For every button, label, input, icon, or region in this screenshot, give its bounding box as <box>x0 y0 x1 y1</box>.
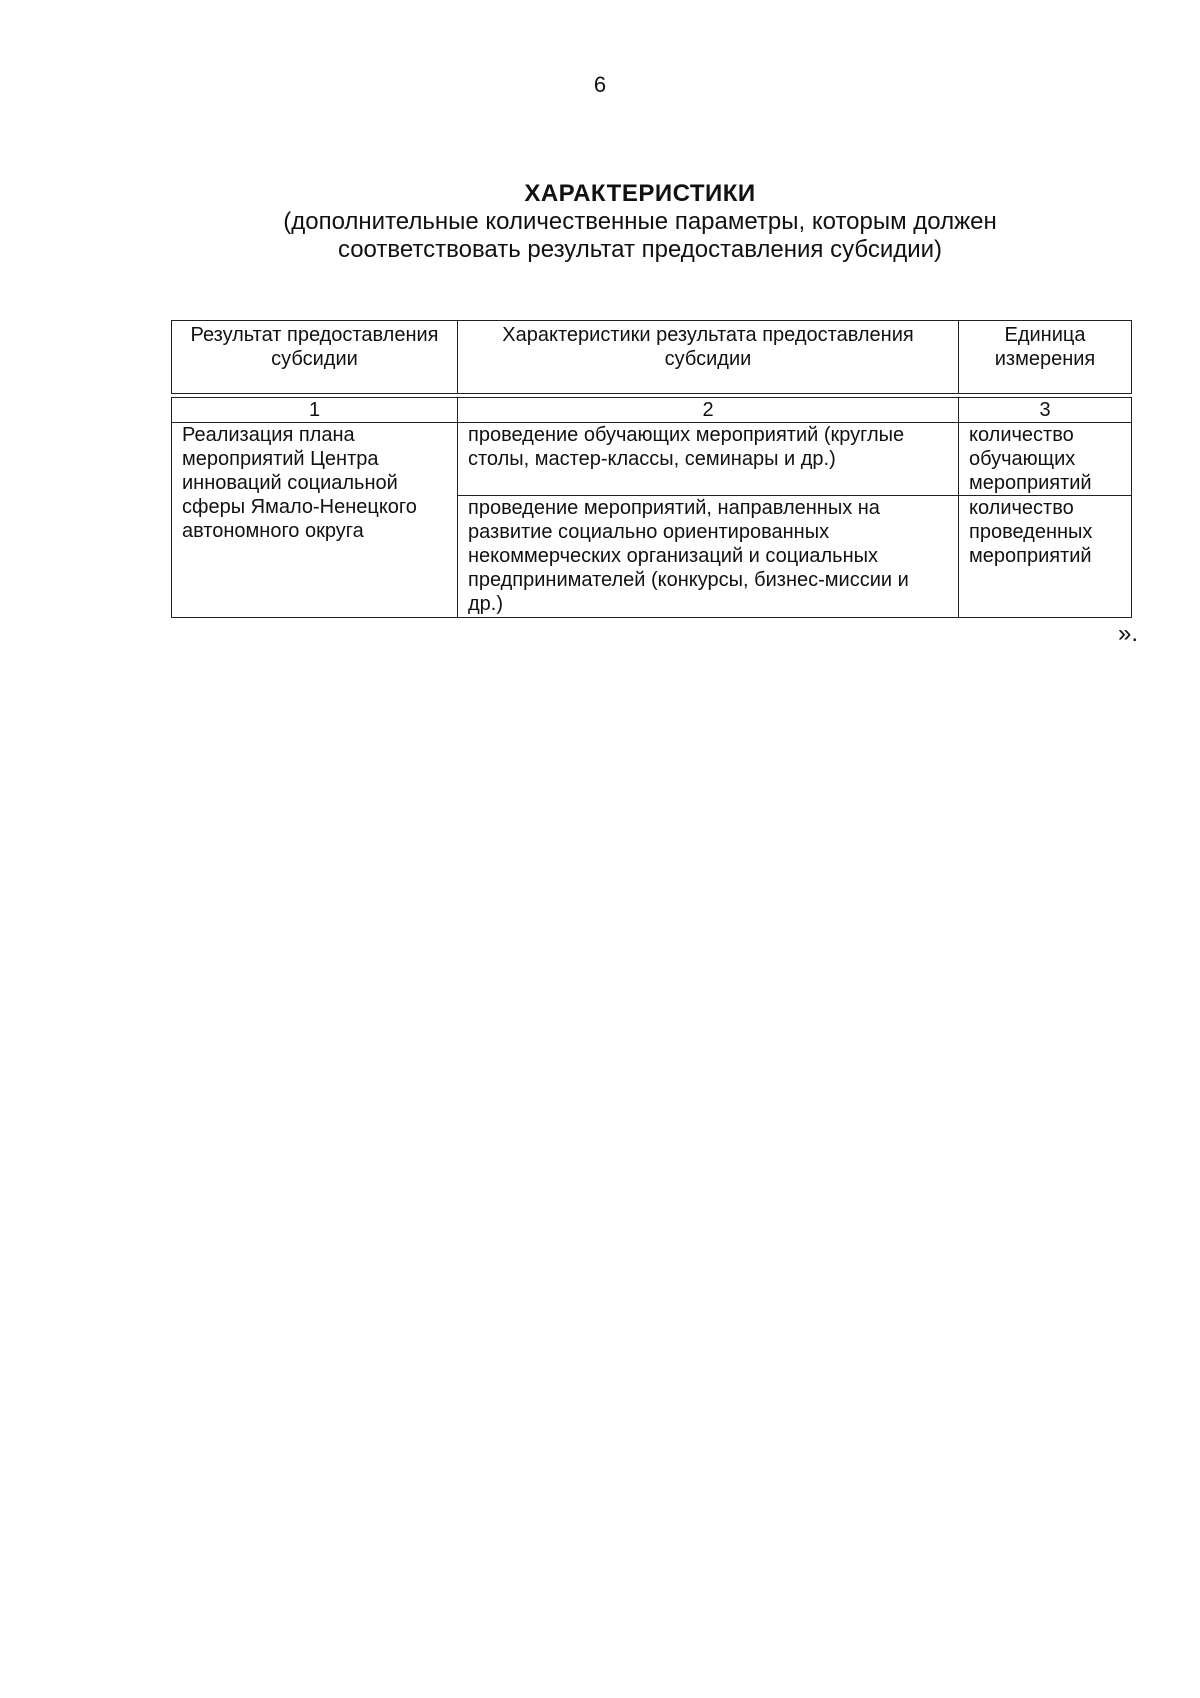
document-title: ХАРАКТЕРИСТИКИ <box>524 180 756 207</box>
result-cell: Реализация плана мероприятий Центра инноваций социальной сферы Ямало-Ненецкого автономного округа <box>172 423 458 618</box>
header-unit: Единица измерения <box>959 321 1132 394</box>
document-subtitle-line-2: соответствовать результат предоставления субсидии) <box>337 236 943 263</box>
column-number-row <box>172 398 1132 423</box>
characteristics-table <box>171 320 1132 618</box>
column-number-2: 2 <box>458 398 959 423</box>
unit-cell: количество обучающих мероприятий <box>959 423 1132 496</box>
document-subtitle-line-1: (дополнительные количественные параметры, которым должен <box>283 208 997 235</box>
heading-block <box>240 180 1040 264</box>
characteristic-cell: проведение обучающих мероприятий (круглые столы, мастер-классы, семинары и др.) <box>458 423 959 496</box>
header-characteristics: Характеристики результата предоставления субсидии <box>458 321 959 394</box>
unit-cell: количество проведенных мероприятий <box>959 496 1132 618</box>
page-number: 6 <box>593 72 607 97</box>
characteristics-table-wrapper <box>171 320 1131 618</box>
characteristic-cell: проведение мероприятий, направленных на развитие социально ориентированных некоммерческих организаций и социальных предпринимателей (конкурсы, бизнес-миссии и др.) <box>458 496 959 618</box>
header-result: Результат предоставления субсидии <box>172 321 458 394</box>
column-number-1: 1 <box>172 398 458 423</box>
closing-quote-mark: ». <box>1118 620 1139 647</box>
table-row <box>172 423 1132 496</box>
column-number-3: 3 <box>959 398 1132 423</box>
table-header-row <box>172 321 1132 394</box>
